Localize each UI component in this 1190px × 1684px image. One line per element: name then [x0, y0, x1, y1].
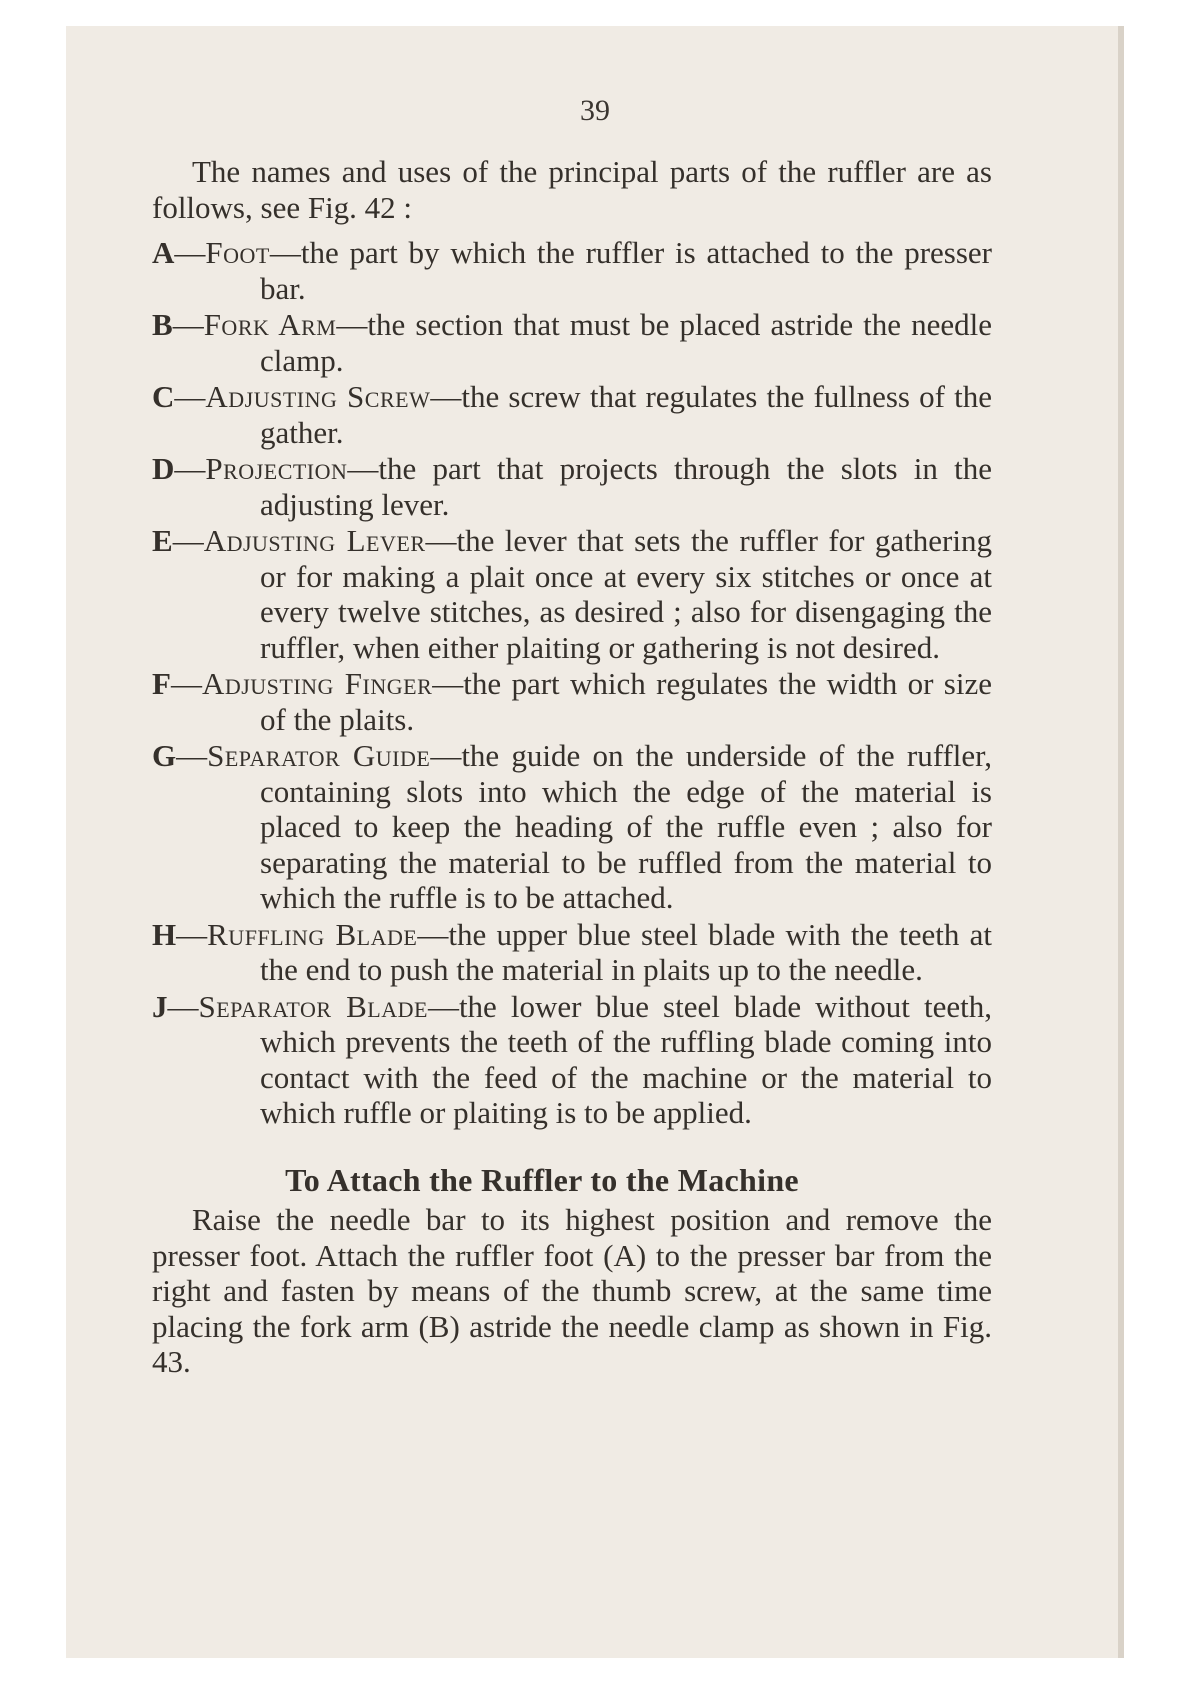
- part-item-g: G—Separator Guide—the guide on the underside of the ruffler, containing slots into which the edge of the material is placed to keep the heading of the ruffle even ; also for separating the material to be ruffled from the material to which the ruffle is to be attached.: [152, 738, 992, 915]
- part-item-c: C—Adjusting Screw—the screw that regulates the fullness of the gather.: [152, 379, 992, 450]
- part-description: the upper blue steel blade with the teeth at the end to push the material in plaits up to the needle.: [260, 916, 993, 987]
- part-name: Separator Blade: [198, 988, 428, 1024]
- section-body: Raise the needle bar to its highest position and remove the presser foot. Attach the ruffler foot (A) to the presser bar from the right and fasten by means of the thumb screw, at the same time placing the fork arm (B) astride the needle clamp as shown in Fig. 43.: [152, 1202, 992, 1379]
- part-name: Adjusting Screw: [205, 379, 431, 414]
- part-item-j: J—Separator Blade—the lower blue steel blade without teeth, which prevents the teeth of the ruffling blade coming into contact with the feed of the machine or the material to which ruffle or plaiting is to be applied.: [152, 988, 992, 1130]
- part-item-b: B—Fork Arm—the section that must be placed astride the needle clamp.: [152, 307, 992, 378]
- part-name: Fork Arm: [203, 307, 337, 342]
- intro-paragraph: The names and uses of the principal parts of the ruffler are as follows, see Fig. 42 :: [152, 154, 992, 225]
- page-content: [152, 154, 992, 1380]
- part-item-a: A—Foot—the part by which the ruffler is attached to the presser bar.: [152, 235, 992, 306]
- part-letter: G: [152, 738, 177, 773]
- book-page: [66, 26, 1124, 1658]
- part-description: the lever that sets the ruffler for gathering or for making a plait once at every six stitches or once at every twelve stitches, as desired ; also for disengaging the ruffler, when either plaiting or gathering is not desired.: [260, 523, 992, 665]
- part-description: the part by which the ruffler is attached to the presser bar.: [260, 235, 992, 306]
- part-letter: B: [152, 307, 173, 342]
- part-item-d: D—Projection—the part that projects through the slots in the adjusting lever.: [152, 451, 992, 522]
- part-description: the guide on the underside of the ruffler, containing slots into which the edge of the material is placed to keep the heading of the ruffle even ; also for separating the material to be ruffled from the material to which the ruffle is to be attached.: [260, 738, 992, 915]
- part-letter: H: [152, 916, 177, 952]
- part-item-h: H—Ruffling Blade—the upper blue steel blade with the teeth at the end to push the material in plaits up to the needle.: [152, 916, 993, 987]
- part-letter: A: [152, 235, 175, 270]
- part-item-f: F—Adjusting Finger—the part which regulates the width or size of the plaits.: [152, 666, 992, 737]
- part-description: the section that must be placed astride the needle clamp.: [260, 307, 992, 378]
- part-name: Adjusting Finger: [201, 666, 433, 701]
- section-heading: To Attach the Ruffler to the Machine: [285, 1161, 799, 1198]
- part-letter: F: [152, 666, 171, 701]
- part-description: the screw that regulates the fullness of the gather.: [260, 379, 992, 450]
- part-item-e: E—Adjusting Lever—the lever that sets the ruffler for gathering or for making a plait once at every six stitches or once at every twelve stitches, as desired ; also for disengaging the ruffler, when either plaiting or gathering is not desired.: [152, 523, 992, 665]
- part-letter: D: [152, 451, 175, 486]
- part-letter: E: [152, 523, 173, 558]
- part-name: Ruffling Blade: [207, 916, 418, 952]
- part-description: the part which regulates the width or size of the plaits.: [260, 666, 992, 737]
- part-name: Projection: [205, 451, 348, 486]
- part-name: Separator Guide: [207, 738, 431, 773]
- page-number: 39: [580, 94, 610, 127]
- part-description: the part that projects through the slots in the adjusting lever.: [260, 451, 992, 522]
- part-letter: C: [152, 379, 175, 414]
- part-name: Foot: [205, 235, 270, 270]
- parts-list: [152, 235, 992, 1131]
- part-description: the lower blue steel blade without teeth, which prevents the teeth of the ruffling blade coming into contact with the feed of the machine or the material to which ruffle or plaiting is to be applied.: [260, 988, 992, 1130]
- part-name: Adjusting Lever: [203, 523, 426, 558]
- part-letter: J: [152, 988, 168, 1024]
